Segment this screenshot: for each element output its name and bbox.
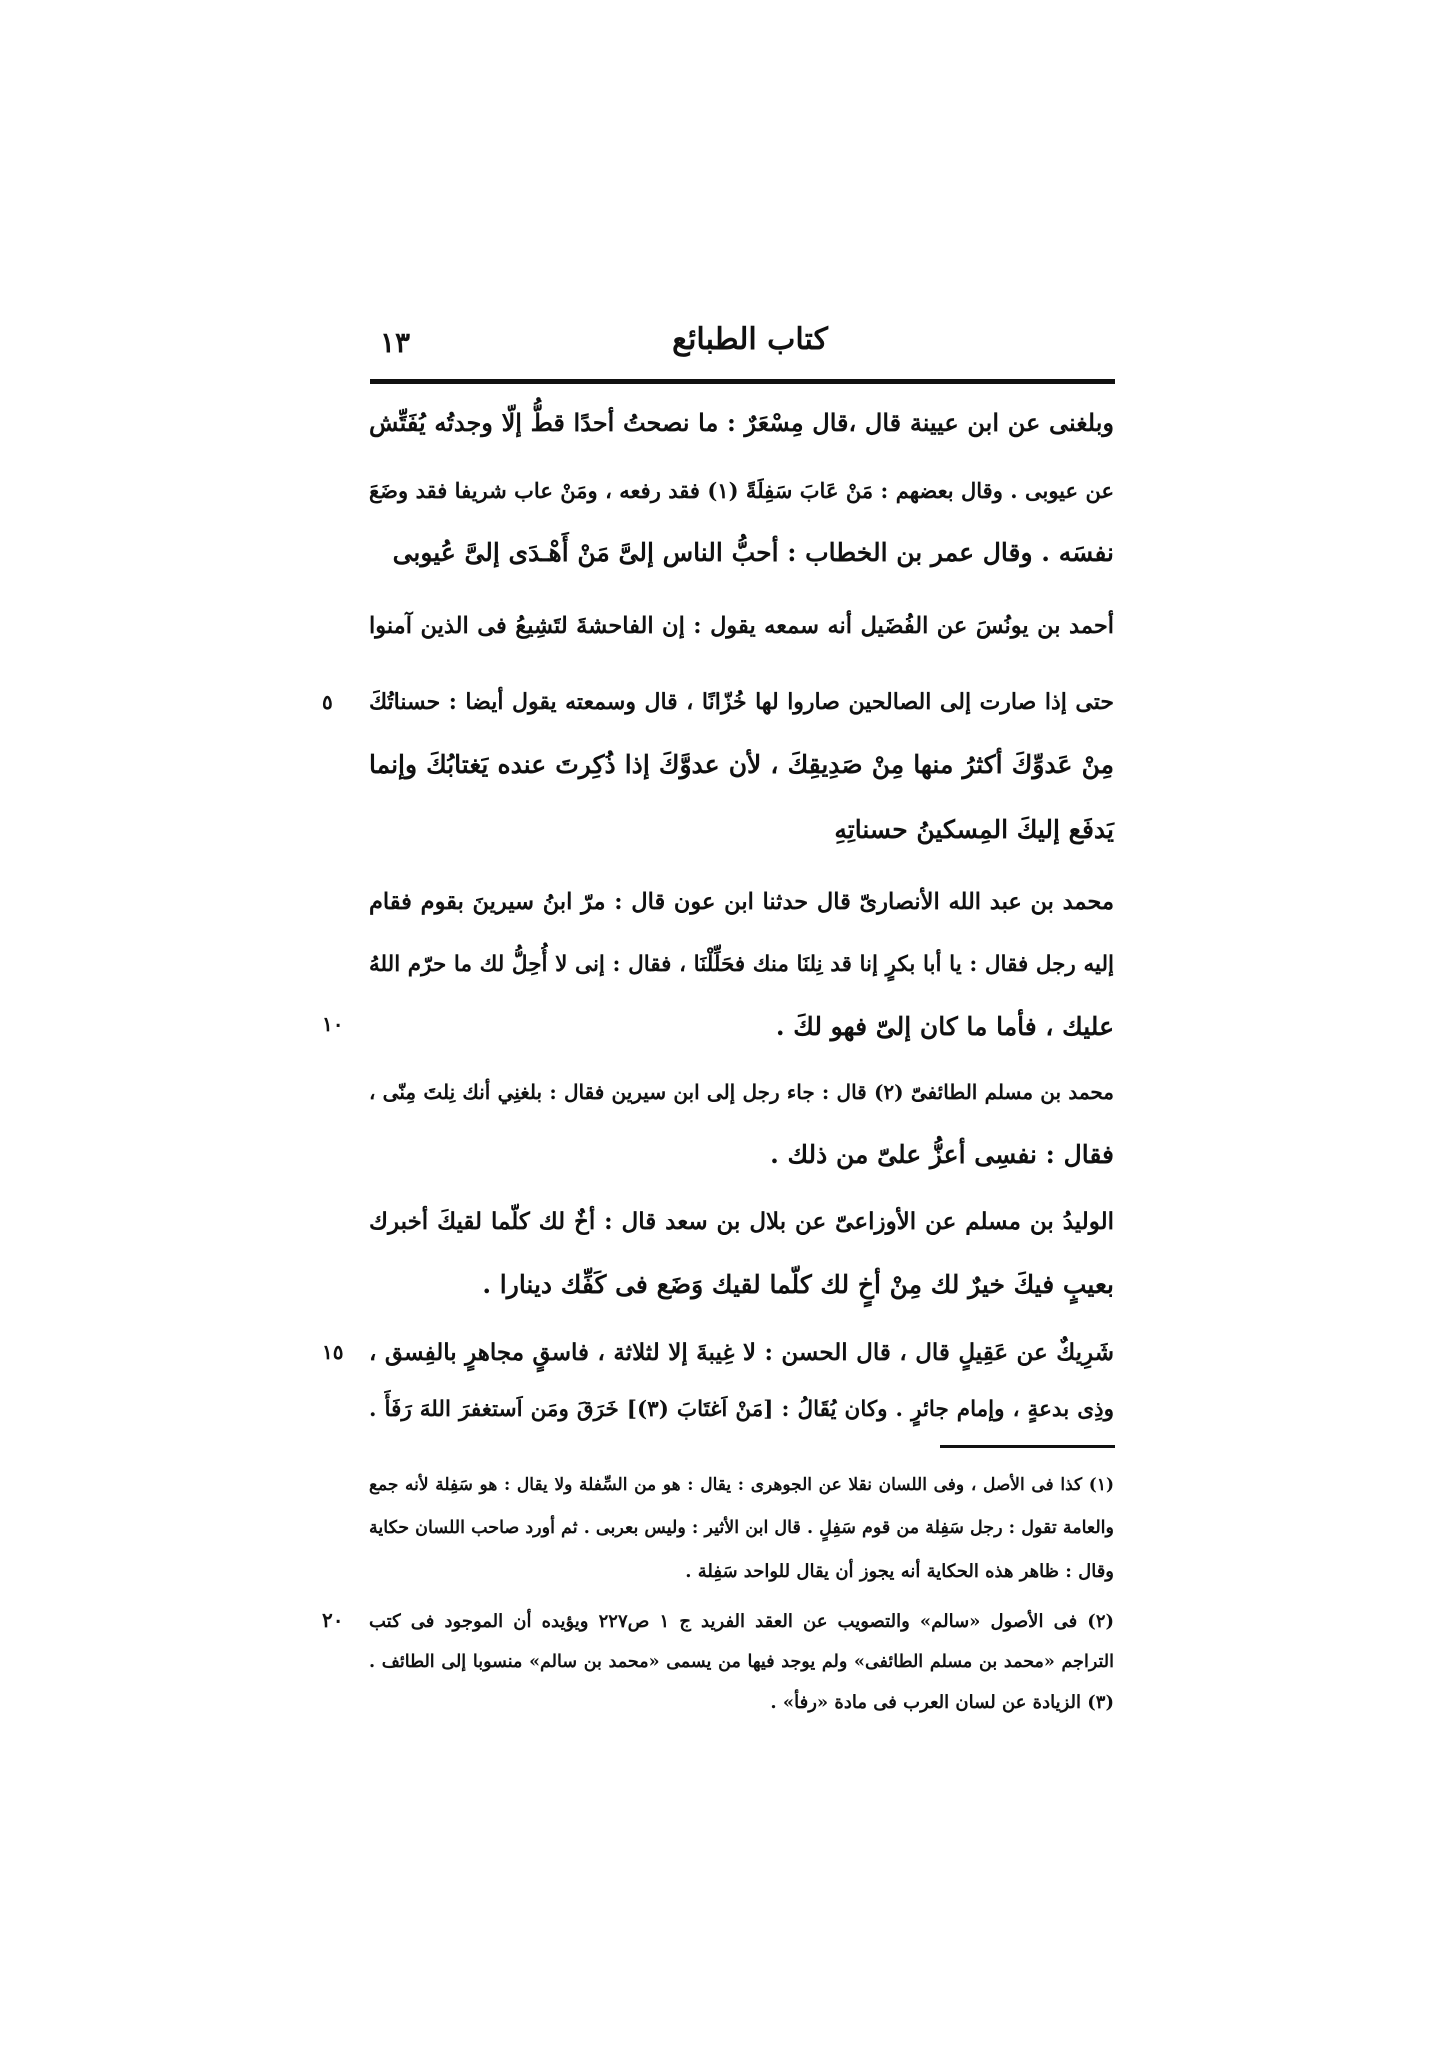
body-line: عليك ، فأما ما كان إلىّ فهو لكَ . [775,1012,1114,1041]
body-line: وبلغنى عن ابن عيينة قال ،قال مِسْعَرٌ : ما نصحتُ أحدًا قطُّ إلّا وجدتُه يُفَتِّش [369,408,1114,437]
line-number-15: ١٥ [322,1340,344,1364]
running-header-title: كتاب الطبائع [672,322,828,357]
body-line: الوليدُ بن مسلم عن الأوزاعىّ عن بلال بن سعد قال : أخٌ لك كلّما لقيكَ أخبرك [369,1208,1114,1235]
body-line: حتى إذا صارت إلى الصالحين صاروا لها خُزّانًا ، قال وسمعته يقول أيضا : حسناتُكَ [369,689,1114,715]
footnote-line: (٣) الزيادة عن لسان العرب فى مادة «رفأ» . [770,1692,1114,1713]
header-rule [370,379,1115,384]
body-line: وذِى بدعةٍ ، وإمام جائرٍ . وكان يُقَالُ : [مَنْ اَغتَابَ (٣)] خَرَقَ ومَن اَستغفرَ اللهَ رَفَأَ . [369,1397,1114,1422]
body-line: أحمد بن يونُسَ عن الفُضَيل أنه سمعه يقول : إن الفاحشةَ لتَشِيعُ فى الذين آمنوا [369,613,1114,639]
footnote-line: والعامة تقول : رجل سَفِلة من قوم سَفِلٍ . قال ابن الأثير : وليس بعربى . ثم أورد صاحب اللسان حكاية [369,1518,1114,1538]
body-line: نفسَه . وقال عمر بن الخطاب : أحبُّ الناس إلىَّ مَنْ أَهْـدَى إلىَّ عُيوبى [392,538,1114,567]
footnote-line: وقال : ظاهر هذه الحكاية أنه يجوز أن يقال للواحد سَفِلة . [685,1561,1114,1582]
body-line: محمد بن مسلم الطائفىّ (٢) قال : جاء رجل إلى ابن سيرين فقال : بلغنِي أنك نِلتَ مِنّى ، [369,1080,1115,1104]
line-number-10: ١٠ [322,1012,344,1036]
line-number-5: ٥ [322,690,333,714]
body-line: عن عيوبى . وقال بعضهم : مَنْ عَابَ سَفِلَةً (١) فقد رفعه ، ومَنْ عاب شريفا فقد وضَعَ [369,478,1114,503]
line-number-20: ٢٠ [322,1608,344,1632]
body-line: مِنْ عَدوِّكَ أكثرُ منها مِنْ صَدِيقِكَ ، لأن عدوَّكَ إذا ذُكِرتَ عنده يَغتابُكَ وإنما [369,750,1114,779]
body-line: محمد بن عبد الله الأنصارىّ قال حدثنا ابن عون قال : مرّ ابنُ سيرينَ بقوم فقام [369,889,1114,915]
body-line: يَدفَع إليكَ المِسكينُ حسناتِهِ [834,815,1114,844]
page-number: ١٣ [380,326,411,359]
footnote-separator [940,1445,1115,1448]
body-line: بعيبٍ فيكَ خيرٌ لك مِنْ أخٍ لك كلّما لقيك وَضَع فى كَفِّك دينارا . [482,1270,1114,1299]
body-line: إليه رجل فقال : يا أبا بكرٍ إنا قد نِلنَا منك فحَلِّلْنَا ، فقال : إنى لا أُحِلُّ لك ما حرّم اللهُ [369,952,1114,977]
footnote-line: (١) كذا فى الأصل ، وفى اللسان نقلا عن الجوهرى : يقال : هو من السِّفلة ولا يقال : هو سَفِلة لأنه جمع [369,1475,1114,1495]
footnote-line: (٢) فى الأصول «سالم» والتصويب عن العقد الفريد ج ١ ص٢٢٧ ويؤيده أن الموجود فى كتب [369,1611,1115,1632]
body-line: شَرِيكٌ عن عَقِيلٍ قال ، قال الحسن : لا غِيبةَ إلا لثلاثة ، فاسقٍ مجاهرٍ بالفِسق ، [369,1339,1114,1366]
footnote-line: التراجم «محمد بن مسلم الطائفى» ولم يوجد فيها من يسمى «محمد بن سالم» منسوبا إلى الطائف . [369,1652,1114,1672]
body-line: فقال : نفسِى أعزُّ علىّ من ذلك . [770,1140,1114,1169]
